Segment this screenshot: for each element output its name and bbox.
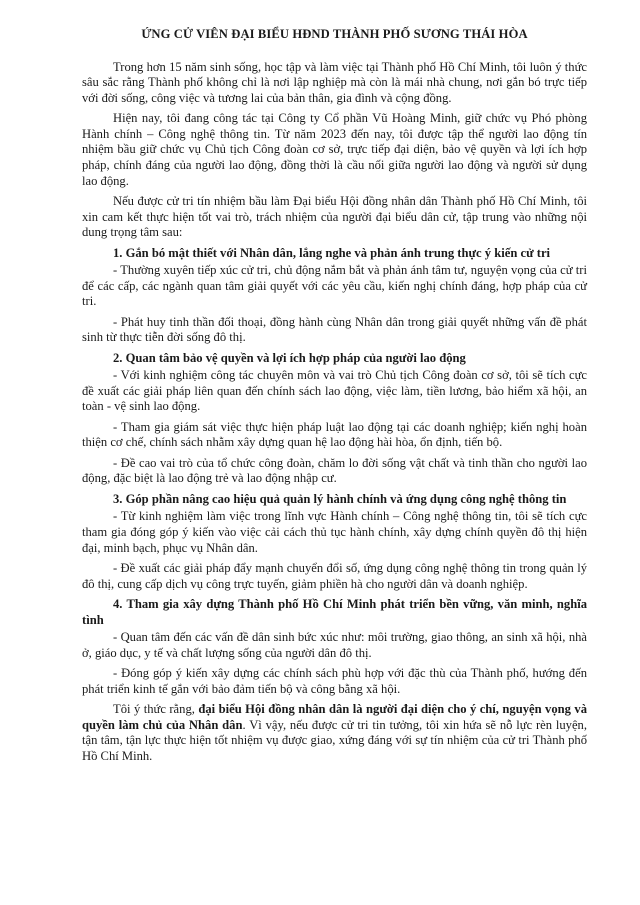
section-4-item-2: - Đóng góp ý kiến xây dựng các chính sách phù hợp với đặc thù của Thành phố, hướng đến phát triển kinh tế gắn với bảo đảm tiến bộ và công bằng xã hội. [82, 666, 587, 696]
section-4-item-1: - Quan tâm đến các vấn đề dân sinh bức xúc như: môi trường, giao thông, an sinh xã hội, nhà ở, giáo dục, y tế và chất lượng sống của người dân đô thị. [82, 630, 587, 660]
section-2-item-2: - Tham gia giám sát việc thực hiện pháp luật lao động tại các doanh nghiệp; kiến nghị hoàn thiện cơ chế, chính sách nhằm xây dựng quan hệ lao động hài hòa, ổn định, tiến bộ. [82, 419, 587, 450]
section-4-heading: 4. Tham gia xây dựng Thành phố Hồ Chí Minh phát triển bền vững, văn minh, nghĩa tình [82, 596, 587, 627]
section-3-item-2: - Đề xuất các giải pháp đẩy mạnh chuyển đổi số, ứng dụng công nghệ thông tin trong quản lý đô thị, cung cấp dịch vụ công trực tuyến, giảm phiền hà cho người dân và doanh nghiệp. [82, 560, 587, 591]
intro-paragraph-3: Nếu được cử tri tín nhiệm bầu làm Đại biểu Hội đồng nhân dân Thành phố Hồ Chí Minh, tôi xin cam kết thực hiện tốt vai trò, trách nhiệm của người đại biểu dân cử, tập trung vào những nội dung trọng tâm sau: [82, 193, 587, 240]
section-2-item-1: - Với kinh nghiệm công tác chuyên môn và vai trò Chủ tịch Công đoàn cơ sở, tôi sẽ tích cực đề xuất các giải pháp liên quan đến chính sách lao động, việc làm, tiền lương, bảo hiểm xã hội, an toàn - vệ sinh lao động. [82, 368, 587, 414]
section-3-item-1: - Từ kinh nghiệm làm việc trong lĩnh vực Hành chính – Công nghệ thông tin, tôi sẽ tích cực tham gia đóng góp ý kiến vào việc cải cách thủ tục hành chính, xây dựng chính quyền đô thị hiện đại, minh bạch, phục vụ Nhân dân. [82, 509, 587, 555]
closing-paragraph [82, 702, 587, 764]
section-2-item-3: - Đề cao vai trò của tổ chức công đoàn, chăm lo đời sống vật chất và tinh thần cho người lao động, đặc biệt là lao động trẻ và lao động nhập cư. [82, 455, 587, 486]
section-2-heading: 2. Quan tâm bảo vệ quyền và lợi ích hợp pháp của người lao động [113, 350, 466, 365]
section-1-heading: 1. Gắn bó mật thiết với Nhân dân, lắng nghe và phản ánh trung thực ý kiến cử tri [113, 245, 551, 260]
section-3-heading: 3. Góp phần nâng cao hiệu quả quản lý hành chính và ứng dụng công nghệ thông tin [113, 491, 567, 506]
intro-paragraph-2: Hiện nay, tôi đang công tác tại Công ty Cổ phần Vũ Hoàng Minh, giữ chức vụ Phó phòng Hành chính – Công nghệ thông tin. Từ năm 2023 đến nay, tôi được tập thể người lao động tín nhiệm bầu giữ chức vụ Chủ tịch Công đoàn cơ sở, trực tiếp đại diện, bảo vệ quyền và lợi ích hợp pháp, chính đáng của người lao động, đồng thời là cầu nối giữa người lao động và người sử dụng lao động. [82, 111, 587, 188]
page-title: ỨNG CỬ VIÊN ĐẠI BIỂU HĐND THÀNH PHỐ SƯƠNG THÁI HÒA [141, 27, 528, 41]
closing-emphasis: đại biểu Hội đồng nhân dân là người đại diện cho ý chí, nguyện vọng và quyền làm chủ của Nhân dân [82, 702, 587, 732]
closing-rest: . Vì vậy, nếu được cử tri tin tưởng, tôi xin hứa sẽ nỗ lực rèn luyện, tận tâm, tận lực thực hiện tốt nhiệm vụ được giao, xứng đáng với sự tín nhiệm của cử tri Thành phố Hồ Chí Minh. [82, 717, 587, 763]
section-1-item-1: - Thường xuyên tiếp xúc cử tri, chủ động nắm bắt và phản ánh tâm tư, nguyện vọng của cử tri để các cấp, các ngành quan tâm giải quyết với các yêu cầu, kiến nghị chính đáng, hợp pháp của cử tri. [82, 263, 587, 309]
section-1-item-2: - Phát huy tinh thần đối thoại, đồng hành cùng Nhân dân trong giải quyết những vấn đề phát sinh từ thực tiễn đời sống đô thị. [82, 314, 587, 345]
intro-paragraph-1: Trong hơn 15 năm sinh sống, học tập và làm việc tại Thành phố Hồ Chí Minh, tôi luôn ý thức sâu sắc rằng Thành phố không chỉ là nơi lập nghiệp mà còn là mái nhà chung, nơi gắn bó trực tiếp với đời sống, công việc và tương lai của bản thân, gia đình và cộng đồng. [82, 59, 587, 105]
closing-lead: Tôi ý thức rằng, [113, 702, 199, 717]
